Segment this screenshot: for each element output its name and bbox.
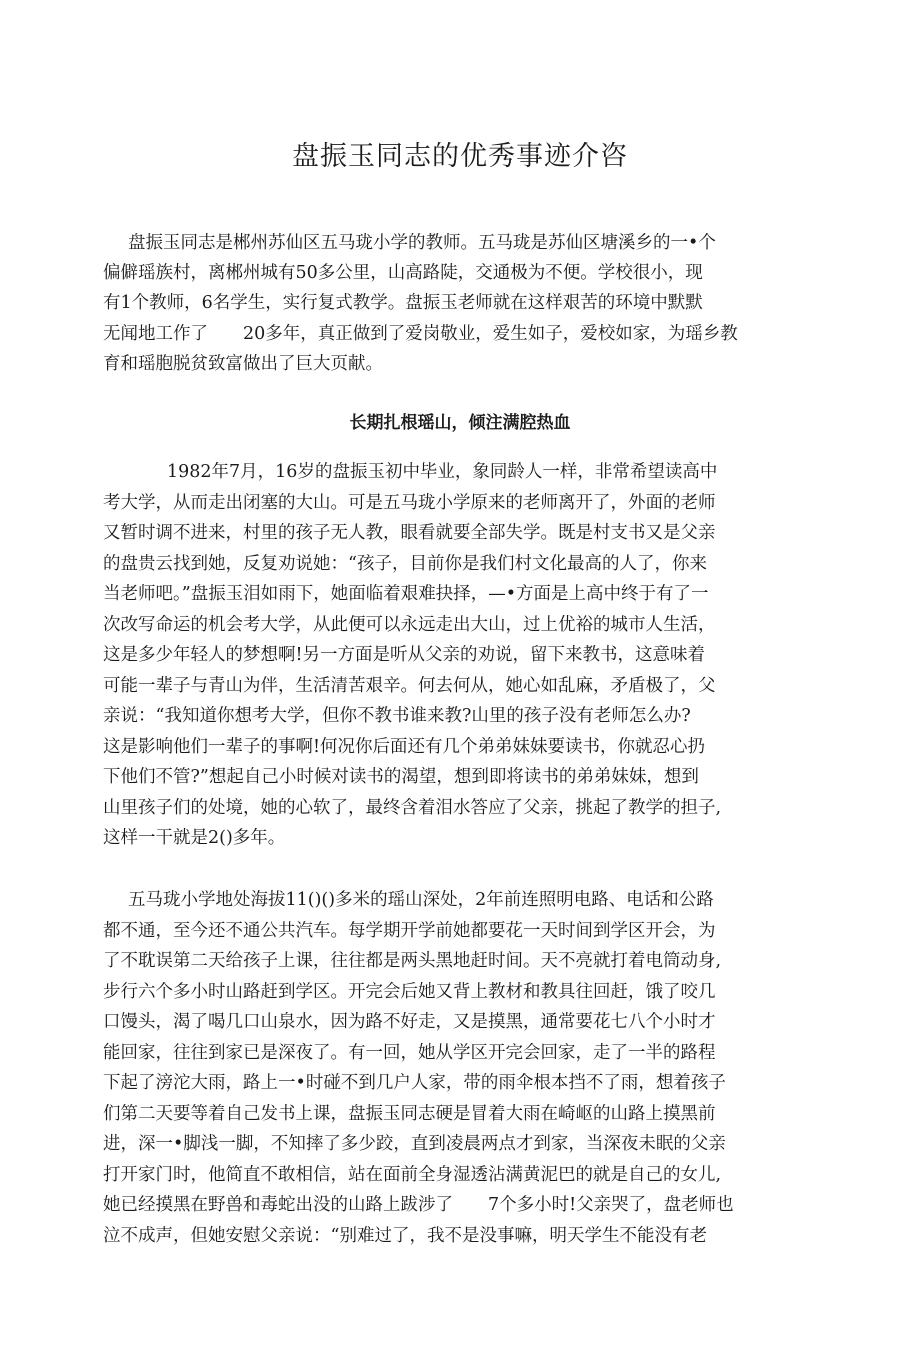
text-line: 她已经摸黑在野兽和毒蛇出没的山路上跋涉了 7个多小时!父亲哭了，盘老师也 xyxy=(103,1195,734,1215)
text-line: 这样一干就是2()多年。 xyxy=(103,828,286,848)
text-line: 进，深一•脚浅一脚，不知摔了多少跤，直到凌晨两点才到家，当深夜未眠的父亲 xyxy=(103,1134,726,1154)
text-line: 能回家，往往到家已是深夜了。有一回，她从学区开完会回家，走了一半的路程 xyxy=(103,1043,716,1063)
text-line: 1982年7月，16岁的盘振玉初中毕业，象同龄人一样，非常希望读高中 xyxy=(167,462,718,482)
text-line: 了不耽误第二天给孩子上课，往往都是两头黑地赶时间。天不亮就打着电筒动身, xyxy=(103,951,722,971)
text-line: 可能一辈子与青山为伴，生活清苦艰辛。何去何从，她心如乱麻，矛盾极了，父 xyxy=(103,676,716,696)
text-line: 都不通，至今还不通公共汽车。每学期开学前她都要花一天时间到学区开会，为 xyxy=(103,921,716,941)
text-line: 下他们不管?”想起自己小时候对读书的渴望，想到即将读书的弟弟妹妹，想到 xyxy=(103,767,699,787)
text-line: 次改写命运的机会考大学，从此便可以永远走出大山，过上优裕的城市人生活， xyxy=(103,615,716,635)
text-line: 们第二天要等着自己发书上课，盘振玉同志硬是冒着大雨在崎岖的山路上摸黑前 xyxy=(103,1104,716,1124)
text-line: 五马珑小学地处海拔11()()多米的瑶山深处，2年前连照明电路、电话和公路 xyxy=(128,890,714,910)
text-line: 有1个教师，6名学生，实行复式教学。盘振玉老师就在这样艰苦的环境中默默 xyxy=(103,293,703,313)
text-line: 无闻地工作了 20多年，真正做到了爱岗敬业，爱生如子，爱校如家，为瑶乡教 xyxy=(103,324,738,344)
text-line: 当老师吧。”盘振玉泪如雨下，她面临着艰难抉择，—•方面是上高中终于有了一 xyxy=(103,584,709,604)
text-line: 亲说：“我知道你想考大学，但你不教书谁来教?山里的孩子没有老师怎么办? xyxy=(103,706,691,726)
text-line: 山里孩子们的处境，她的心软了，最终含着泪水答应了父亲，挑起了教学的担子, xyxy=(103,798,722,818)
text-line: 打开家门时，他简直不敢相信，站在面前全身湿透沾满黄泥巴的就是自己的女儿, xyxy=(103,1165,722,1185)
text-line: 步行六个多小时山路赶到学区。开完会后她又背上教材和教具往回赶，饿了咬几 xyxy=(103,982,716,1002)
text-line: 这是影响他们一辈子的事啊!何况你后面还有几个弟弟妹妹要读书，你就忍心扔 xyxy=(103,737,706,757)
text-line: 这是多少年轻人的梦想啊!另一方面是听从父亲的劝说，留下来教书，这意味着 xyxy=(103,645,706,665)
text-line: 盘振玉同志是郴州苏仙区五马珑小学的教师。五马珑是苏仙区塘溪乡的一•个 xyxy=(128,233,716,253)
section-heading: 长期扎根瑶山，倾注满腔热血 xyxy=(349,413,571,433)
text-line: 泣不成声，但她安慰父亲说：“别难过了，我不是没事嘛，明天学生不能没有老 xyxy=(103,1226,707,1246)
text-line: 的盘贵云找到她，反复劝说她：“孩子，目前你是我们村文化最高的人了，你来 xyxy=(103,554,707,574)
text-line: 育和瑶胞脱贫致富做出了巨大页献。 xyxy=(103,354,383,374)
document-title: 盘振玉同志的优秀事迹介咨 xyxy=(292,141,628,172)
text-line: 下起了滂沱大雨，路上一•时碰不到几户人家，带的雨伞根本挡不了雨，想着孩子 xyxy=(103,1073,726,1093)
text-line: 又暂时调不进来，村里的孩子无人教，眼看就要全部失学。既是村支书又是父亲 xyxy=(103,523,716,543)
text-line: 考大学，从而走出闭塞的大山。可是五马珑小学原来的老师离开了，外面的老师 xyxy=(103,493,716,513)
text-line: 口馒头，渴了喝几口山泉水，因为路不好走，又是摸黑，通常要花七八个小时才 xyxy=(103,1012,716,1032)
text-line: 偏僻瑶族村，离郴州城有50多公里，山高路陡，交通极为不便。学校很小，现 xyxy=(103,263,703,283)
